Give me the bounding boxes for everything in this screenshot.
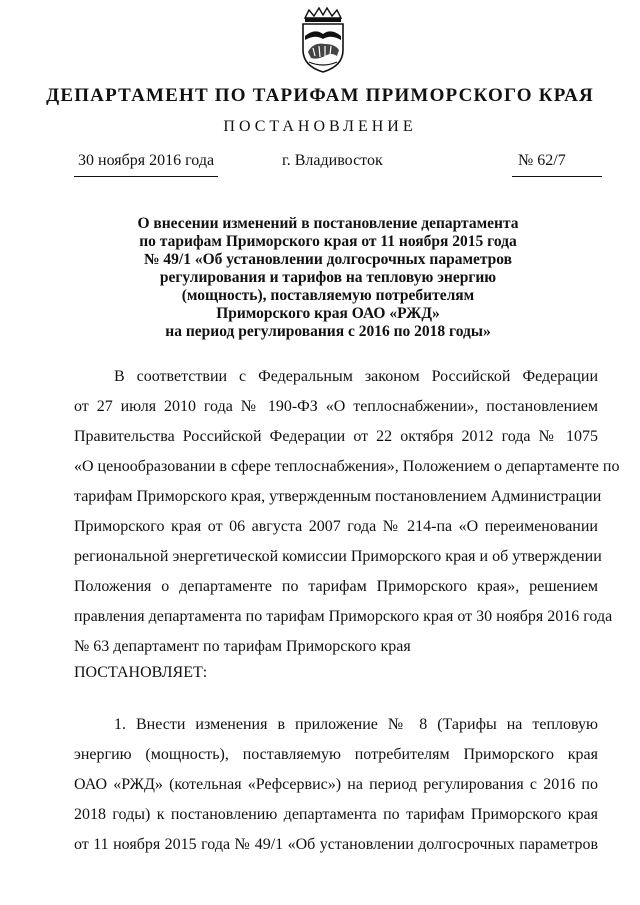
title-line: № 49/1 «Об установлении долгосрочных параметров bbox=[143, 251, 513, 268]
title-line: Приморского края ОАО «РЖД» bbox=[216, 305, 440, 322]
preamble-line: тарифам Приморского края, утвержденным постановлением Администрации bbox=[74, 488, 602, 505]
title-line: регулирования и тарифов на тепловую энергию bbox=[159, 269, 497, 286]
preamble-line: № 63 департамент по тарифам Приморского края bbox=[74, 638, 411, 655]
item-line: ОАО «РЖД» (котельная «Рефсервис») на период регулирования с 2016 по bbox=[74, 776, 598, 793]
document-city: г. Владивосток bbox=[282, 152, 383, 169]
preamble-line: правления департамента по тарифам Приморского края от 30 ноября 2016 года bbox=[74, 608, 613, 625]
item-line: энергию (мощность), поставляемую потребителям Приморского края bbox=[74, 746, 598, 763]
item-line: 1. Внести изменения в приложение № 8 (Тарифы на тепловую bbox=[114, 716, 598, 733]
preamble-line: «О ценообразовании в сфере теплоснабжения», Положением о департаменте по bbox=[74, 458, 620, 475]
title-line: на период регулирования с 2016 по 2018 годы» bbox=[165, 323, 491, 340]
document-number: № 62/7 bbox=[518, 152, 566, 169]
item-line: 2018 годы) к постановлению департамента по тарифам Приморского края bbox=[74, 806, 598, 823]
date-underline bbox=[74, 176, 218, 177]
preamble-line: от 27 июля 2010 года № 190-ФЗ «О теплоснабжении», постановлением bbox=[74, 398, 598, 415]
preamble-line: региональной энергетической комиссии Приморского края и об утверждении bbox=[74, 548, 602, 565]
preamble-line: Положения о департаменте по тарифам Приморского края», решением bbox=[74, 578, 598, 595]
preamble-line: Правительства Российской Федерации от 22 октября 2012 года № 1075 bbox=[74, 428, 598, 445]
item-line: от 11 ноября 2015 года № 49/1 «Об установлении долгосрочных параметров bbox=[74, 836, 598, 853]
title-line: (мощность), поставляемую потребителям bbox=[181, 287, 475, 304]
preamble-line: В соответствии с Федеральным законом Российской Федерации bbox=[114, 368, 598, 385]
number-underline bbox=[512, 176, 602, 177]
document-type: ПОСТАНОВЛЕНИЕ bbox=[223, 118, 417, 135]
resolves-heading: ПОСТАНОВЛЯЕТ: bbox=[74, 664, 208, 681]
document-title bbox=[110, 215, 546, 341]
preamble-line: Приморского края от 06 августа 2007 года № 214-па «О переименовании bbox=[74, 518, 598, 535]
title-line: О внесении изменений в постановление департамента bbox=[137, 215, 519, 232]
department-name: ДЕПАРТАМЕНТ ПО ТАРИФАМ ПРИМОРСКОГО КРАЯ bbox=[46, 85, 594, 106]
coat-of-arms-icon bbox=[295, 6, 351, 76]
title-line: по тарифам Приморского края от 11 ноября 2015 года bbox=[139, 233, 517, 250]
document-date: 30 ноября 2016 года bbox=[78, 152, 215, 169]
